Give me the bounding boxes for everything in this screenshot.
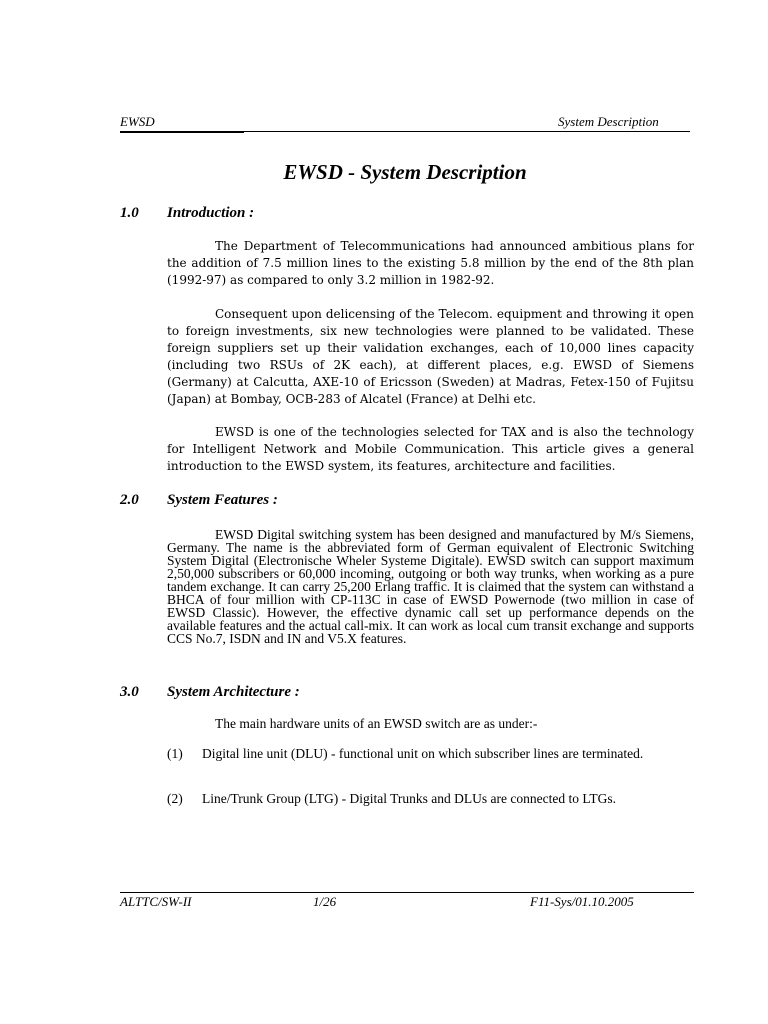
intro-paragraph-3: EWSD is one of the technologies selected for TAX and is also the technology for Intelligent Network and Mobile Communication. This article gives a general introduction to the EWSD system, its features, architecture and facilities. [167, 425, 694, 473]
architecture-intro: The main hardware units of an EWSD switch are as under:- [215, 716, 538, 731]
list-item-number: (2) [167, 791, 183, 806]
section-number: 2.0 [120, 492, 139, 508]
page-number: 1/26 [313, 894, 337, 909]
footer-left: ALTTC/SW-II [120, 894, 192, 909]
list-item-text: Digital line unit (DLU) - functional unit on which subscriber lines are terminated. [202, 746, 644, 761]
header-left: EWSD [120, 114, 155, 129]
footer-right: F11-Sys/01.10.2005 [530, 894, 634, 909]
section-number: 1.0 [120, 205, 139, 221]
section-heading-introduction [120, 205, 254, 222]
list-item [167, 792, 694, 805]
list-item-number: (1) [167, 746, 183, 761]
section-title: System Features : [167, 492, 278, 508]
footer-rule [120, 892, 694, 893]
header-right: System Description [558, 114, 659, 129]
intro-paragraph-1: The Department of Telecommunications had announced ambitious plans for the addition of 7.5 million lines to the existing 5.8 million by the end of the 8th plan (1992-97) as compared to only 3.2 million in 1982-92. [167, 239, 694, 287]
page-title: EWSD - System Description [283, 160, 527, 184]
section-title: System Architecture : [167, 684, 300, 700]
list-item [167, 747, 694, 760]
list-item-text: Line/Trunk Group (LTG) - Digital Trunks and DLUs are connected to LTGs. [202, 791, 616, 806]
section-heading-features [120, 492, 278, 509]
header-rule-thick [120, 131, 244, 133]
section-heading-architecture [120, 684, 300, 701]
header-rule-thin [244, 131, 690, 132]
section-title: Introduction : [167, 205, 255, 221]
section-number: 3.0 [120, 684, 139, 700]
intro-paragraph-2: Consequent upon delicensing of the Telecom. equipment and throwing it open to foreign investments, six new technologies were planned to be validated. These foreign suppliers set up their validation exchanges, each of 10,000 lines capacity (including two RSUs of 2K each), at different places, e.g. EWSD of Siemens (Germany) at Calcutta, AXE-10 of Ericsson (Sweden) at Madras, Fetex-150 of Fujitsu (Japan) at Bombay, OCB-283 of Alcatel (France) at Delhi etc. [167, 307, 694, 406]
features-paragraph: EWSD Digital switching system has been designed and manufactured by M/s Siemens, Germany. The name is the abbreviated form of German equivalent of Electronic Switching System Digital (Electronische Wheler Systeme Digitale). EWSD switch can support maximum 2,50,000 subscribers or 60,000 incoming, outgoing or both way trunks, when working as a pure tandem exchange. It can carry 25,200 Erlang traffic. It is claimed that the system can withstand a BHCA of four million with CP-113C in case of EWSD Powernode (two million in case of EWSD Classic). However, the effective dynamic call set up performance depends on the available features and the actual call-mix. It can work as local cum transit exchange and supports CCS No.7, ISDN and IN and V5.X features. [167, 527, 694, 646]
